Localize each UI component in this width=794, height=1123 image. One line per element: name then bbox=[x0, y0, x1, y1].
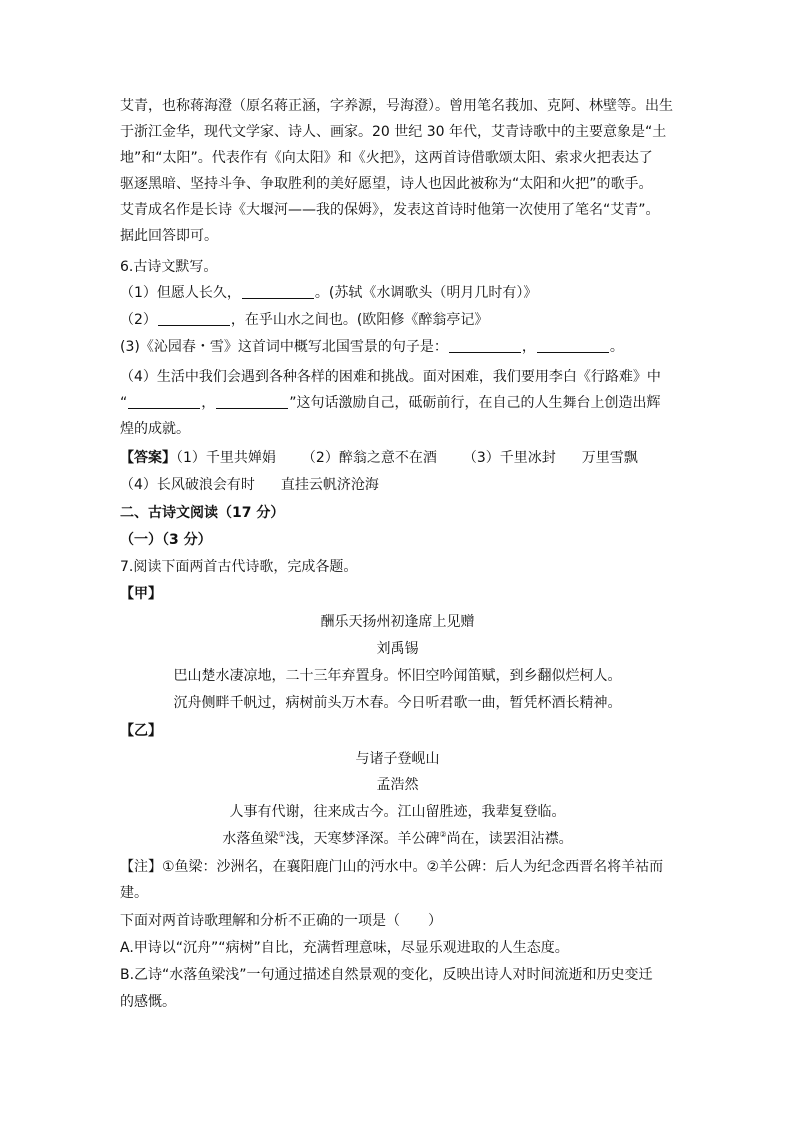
q6-item-3-suffix: 。 bbox=[609, 339, 624, 355]
q6-item-3 bbox=[120, 337, 624, 357]
poem-1-author: 刘禹锡 bbox=[376, 641, 419, 657]
q6-answer-row-1 bbox=[120, 448, 638, 468]
answer-item: （1）千里共婵娟 bbox=[176, 450, 276, 466]
poem-2-title: 与诸子登岘山 bbox=[355, 751, 440, 767]
q6-item-3-prefix: (3)《沁园春・雪》这首词中概写北国雪景的句子是： bbox=[120, 339, 448, 355]
q6-item-2-suffix: ，在乎山水之间也。(欧阳修《醉翁亭记》 bbox=[230, 312, 489, 328]
q6-item-2 bbox=[120, 310, 488, 330]
q6-item-2-prefix: （2） bbox=[120, 312, 157, 328]
poem-2-text: 水落鱼梁 bbox=[222, 831, 279, 847]
answer-blank bbox=[242, 284, 314, 299]
answer-label: 【答案】 bbox=[120, 450, 176, 466]
bio-line: 艾青，也称蒋海澄（原名蒋正涵，字养源，号海澄）。曾用笔名莪加、克阿、林壁等。出生 bbox=[120, 98, 673, 114]
footnote-marker: ① bbox=[278, 830, 286, 839]
q6-title: 6.古诗文默写。 bbox=[120, 259, 218, 275]
poem-1-line: 巴山楚水凄凉地，二十三年弃置身。怀旧空吟闻笛赋，到乡翻似烂柯人。 bbox=[173, 668, 622, 684]
q6-item-1-suffix: 。(苏轼《水调歌头（明月几时有）》 bbox=[314, 285, 538, 301]
section-heading: 二、古诗文阅读（17 分） bbox=[120, 505, 285, 521]
q6-item-4 bbox=[120, 393, 661, 413]
q7-question: 下面对两首诗歌理解和分析不正确的一项是（ ） bbox=[120, 913, 442, 929]
bio-line: 驱逐黑暗、坚持斗争、争取胜利的美好愿望，诗人也因此被称为“太阳和火把”的歌手。 bbox=[120, 176, 653, 192]
poem-1-title: 酬乐天扬州初逢席上见赠 bbox=[320, 614, 475, 630]
bio-line: 地”和“太阳”。代表作有《向太阳》和《火把》，这两首诗借歌颂太阳、索求火把表达了 bbox=[120, 150, 653, 166]
answer-blank bbox=[449, 338, 521, 353]
answer-blank bbox=[216, 394, 288, 409]
poem-2-line bbox=[120, 829, 675, 849]
subsection-heading: （一）（3 分） bbox=[120, 532, 212, 548]
q6-item-1 bbox=[120, 283, 537, 303]
poem-2-line: 人事有代谢，往来成古今。江山留胜迹，我辈复登临。 bbox=[229, 804, 566, 820]
answer-item: （4）长风破浪会有时 bbox=[120, 477, 255, 493]
answer-item: 直挂云帆济沧海 bbox=[280, 477, 379, 493]
poem-label-yi: 【乙】 bbox=[120, 723, 162, 739]
poem-2-author: 孟浩然 bbox=[376, 777, 419, 793]
q6-item-1-prefix: （1）但愿人长久， bbox=[120, 285, 241, 301]
bio-line: 于浙江金华，现代文学家、诗人、画家。20 世纪 30 年代，艾青诗歌中的主要意象是“土 bbox=[120, 124, 667, 140]
footnote-marker: ② bbox=[439, 830, 447, 839]
poem-label-jia: 【甲】 bbox=[120, 586, 162, 602]
option-b: 的感慨。 bbox=[120, 994, 176, 1010]
poem-1-line: 沉舟侧畔千帆过，病树前头万木春。今日听君歌一曲，暂凭杯酒长精神。 bbox=[173, 695, 622, 711]
q6-item-4-sep: ， bbox=[201, 395, 216, 411]
poem-2-text: 浅，天寒梦泽深。羊公碑 bbox=[285, 831, 440, 847]
q6-item-3-sep: ， bbox=[521, 339, 536, 355]
q7-title: 7.阅读下面两首古代诗歌，完成各题。 bbox=[120, 559, 358, 575]
bio-line: 艾青成名作是长诗《大堰河——我的保姆》，发表这首诗时他第一次使用了笔名“艾青”。 bbox=[120, 202, 660, 218]
answer-blank bbox=[158, 311, 230, 326]
q6-item-4-line: 煌的成就。 bbox=[120, 421, 190, 437]
q6-answer-row-2 bbox=[120, 475, 379, 495]
answer-item: 万里雪飘 bbox=[581, 450, 638, 466]
q6-item-4-suffix: ”这句话激励自己，砥砺前行，在自己的人生舞台上创造出辉 bbox=[289, 395, 661, 411]
q6-item-4-open-quote: “ bbox=[120, 395, 128, 411]
option-a: A.甲诗以“沉舟”“病树”自比，充满哲理意味，尽显乐观进取的人生态度。 bbox=[120, 940, 569, 956]
footnote: 建。 bbox=[120, 885, 148, 901]
answer-item: （2）醉翁之意不在酒 bbox=[301, 450, 437, 466]
q6-item-4-line: （4）生活中我们会遇到各种各样的困难和挑战。面对困难，我们要用李白《行路难》中 bbox=[120, 369, 661, 385]
answer-blank bbox=[128, 394, 200, 409]
poem-2-text: 尚在，读罢泪沾襟。 bbox=[446, 831, 573, 847]
bio-line: 据此回答即可。 bbox=[120, 228, 218, 244]
answer-blank bbox=[537, 338, 609, 353]
option-b: B.乙诗“水落鱼梁浅”一句通过描述自然景观的变化，反映出诗人对时间流逝和历史变迁 bbox=[120, 967, 653, 983]
footnote: 【注】①鱼梁：沙洲名，在襄阳鹿门山的沔水中。②羊公碑：后人为纪念西晋名将羊祜而 bbox=[120, 859, 664, 875]
answer-item: （3）千里冰封 bbox=[462, 450, 556, 466]
